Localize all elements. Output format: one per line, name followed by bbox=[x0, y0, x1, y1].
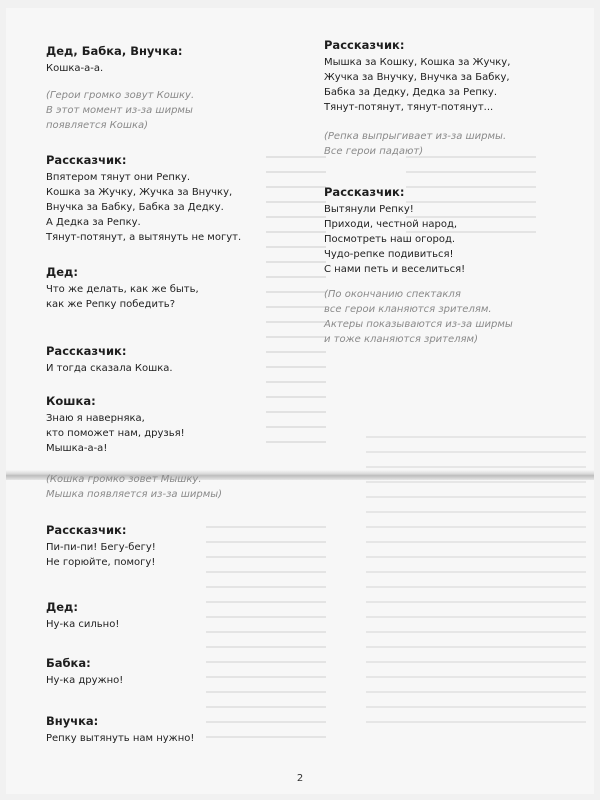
speech-block bbox=[46, 153, 306, 245]
page-number: 2 bbox=[296, 773, 304, 784]
speech-block bbox=[46, 523, 306, 570]
speech-block bbox=[46, 600, 306, 632]
stage-line: Актеры показываются из-за ширмы bbox=[324, 319, 513, 330]
speaker-name: Кошка: bbox=[46, 394, 96, 408]
speech-line: Репку вытянуть нам нужно! bbox=[46, 733, 195, 744]
stage-direction bbox=[324, 129, 584, 159]
speech-line: Бабка за Дедку, Дедка за Репку. bbox=[324, 87, 498, 98]
speech-line: И тогда сказала Кошка. bbox=[46, 363, 173, 374]
speaker-name: Дед, Бабка, Внучка: bbox=[46, 44, 183, 58]
speaker-name: Рассказчик: bbox=[46, 523, 127, 537]
speech-line: Внучка за Бабку, Бабка за Дедку. bbox=[46, 202, 224, 213]
speech-line: Что же делать, как же быть, bbox=[46, 284, 199, 295]
speech-line: Посмотреть наш огород. bbox=[324, 234, 456, 245]
speaker-name: Рассказчик: bbox=[46, 344, 127, 358]
stage-direction bbox=[46, 88, 306, 133]
speech-line: А Дедка за Репку. bbox=[46, 217, 141, 228]
speech-line: Ну-ка дружно! bbox=[46, 675, 124, 686]
speech-block bbox=[324, 38, 584, 115]
stage-line: (По окончанию спектакля bbox=[324, 289, 461, 300]
speaker-name: Бабка: bbox=[46, 656, 91, 670]
stage-line: все герои кланяются зрителям. bbox=[324, 304, 492, 315]
speech-line: Вытянули Репку! bbox=[324, 204, 414, 215]
speech-line: Жучка за Внучку, Внучка за Бабку, bbox=[324, 72, 510, 83]
speech-block bbox=[46, 656, 306, 688]
stage-line: (Герои громко зовут Кошку. bbox=[46, 90, 195, 101]
speech-line: как же Репку победить? bbox=[46, 299, 175, 310]
stage-direction bbox=[324, 287, 584, 347]
speech-line: Знаю я наверняка, bbox=[46, 413, 145, 424]
speech-block bbox=[46, 44, 306, 76]
stage-line: В этот момент из-за ширмы bbox=[46, 105, 193, 116]
speech-line: Чудо-репке подивиться! bbox=[324, 249, 454, 260]
speech-line: кто поможет нам, друзья! bbox=[46, 428, 185, 439]
speech-line: Впятером тянут они Репку. bbox=[46, 172, 191, 183]
speech-line: Пи-пи-пи! Бегу-бегу! bbox=[46, 542, 156, 553]
speech-line: Ну-ка сильно! bbox=[46, 619, 120, 630]
document-page bbox=[6, 8, 594, 794]
speech-line: Приходи, честной народ, bbox=[324, 219, 458, 230]
stage-line: появляется Кошка) bbox=[46, 120, 149, 131]
speech-block bbox=[46, 394, 306, 456]
speaker-name: Рассказчик: bbox=[324, 185, 405, 199]
speech-line: Тянут-потянут, тянут-потянут... bbox=[324, 102, 494, 113]
speech-block bbox=[324, 185, 584, 277]
speech-line: Мышка-а-а! bbox=[46, 443, 108, 454]
speaker-name: Дед: bbox=[46, 600, 78, 614]
speech-block bbox=[46, 265, 306, 312]
speaker-name: Дед: bbox=[46, 265, 78, 279]
speaker-name: Рассказчик: bbox=[46, 153, 127, 167]
speaker-name: Внучка: bbox=[46, 714, 99, 728]
stage-line: и тоже кланяются зрителям) bbox=[324, 334, 479, 345]
speech-block bbox=[46, 344, 306, 376]
speech-line: Кошка-а-а. bbox=[46, 63, 104, 74]
speech-line: Тянут-потянут, а вытянуть не могут. bbox=[46, 232, 242, 243]
speech-line: Не горюйте, помогу! bbox=[46, 557, 156, 568]
stage-line: Мышка появляется из-за ширмы) bbox=[46, 489, 223, 500]
stage-direction bbox=[46, 472, 306, 502]
speech-line: Кошка за Жучку, Жучка за Внучку, bbox=[46, 187, 233, 198]
stage-line: (Кошка громко зовет Мышку. bbox=[46, 474, 202, 485]
speech-line: С нами петь и веселиться! bbox=[324, 264, 466, 275]
speech-line: Мышка за Кошку, Кошка за Жучку, bbox=[324, 57, 511, 68]
stage-line: (Репка выпрыгивает из-за ширмы. bbox=[324, 131, 507, 142]
stage-line: Все герои падают) bbox=[324, 146, 424, 157]
speaker-name: Рассказчик: bbox=[324, 38, 405, 52]
speech-block bbox=[46, 714, 306, 746]
